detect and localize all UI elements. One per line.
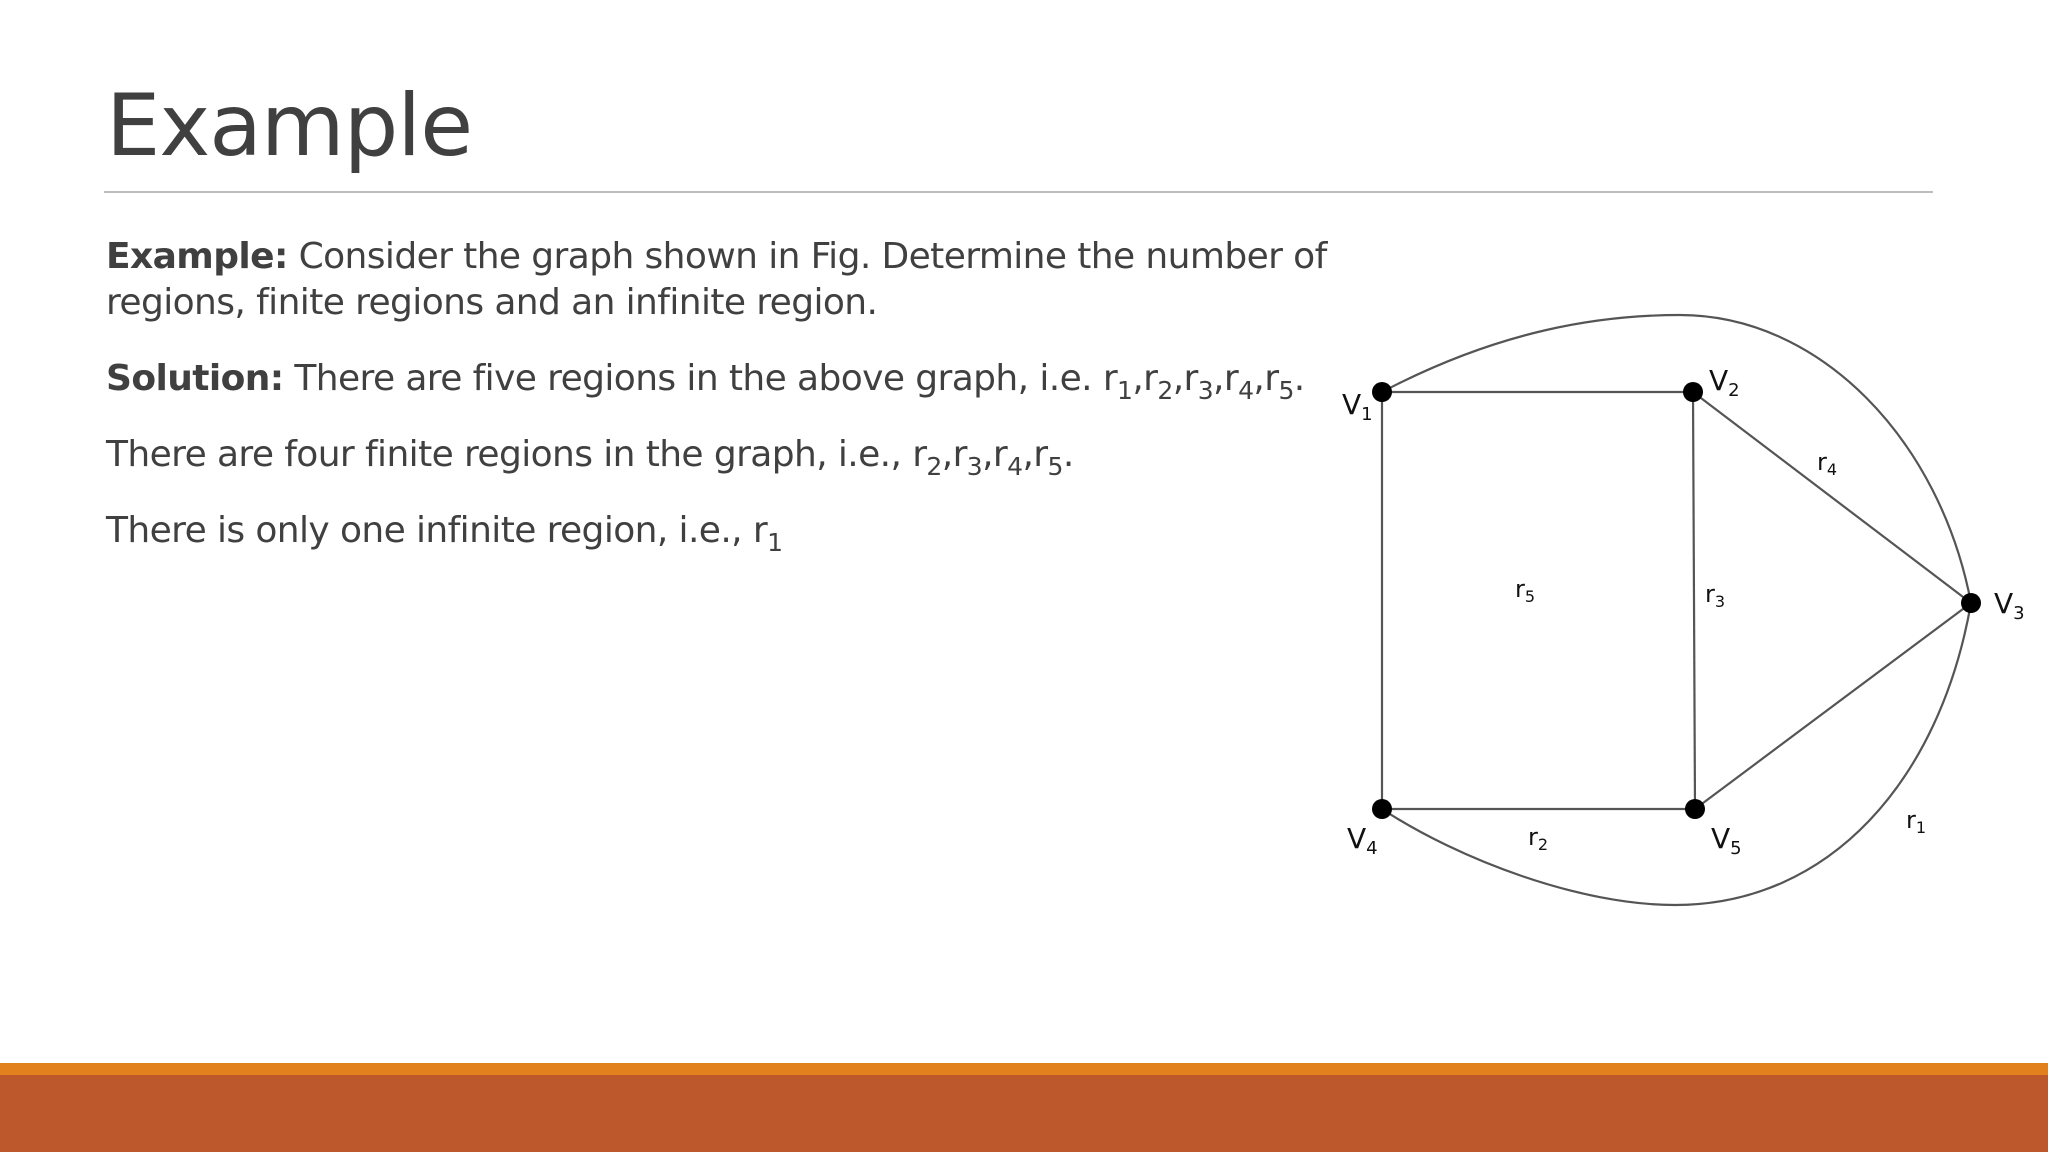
- example-paragraph: [106, 234, 1327, 326]
- infinite-text: There is only one infinite region, i.e.,: [106, 510, 753, 551]
- solution-label: Solution:: [106, 358, 284, 399]
- edge-v4-v3-arc: [1382, 603, 1971, 905]
- graph-vertices: [1372, 382, 1981, 819]
- infinite-region-list: $r_1$: [752, 510, 783, 557]
- vertex-v5-dot: [1685, 799, 1705, 819]
- vertex-v4-label: $V_4$: [1347, 822, 1378, 859]
- vertex-v3-dot: [1961, 593, 1981, 613]
- finite-regions-paragraph: [106, 432, 1306, 481]
- region-r2-label: $r_2$: [1528, 823, 1549, 854]
- example-text-line2: regions, finite regions and an infinite region.: [106, 282, 878, 323]
- infinite-region-paragraph: [106, 508, 1306, 557]
- slide-body: [106, 234, 1327, 557]
- vertex-v2-label: $V_2$: [1709, 364, 1740, 401]
- region-r1-label: $r_1$: [1906, 806, 1927, 837]
- vertex-v5-label: $V_5$: [1711, 822, 1742, 859]
- edge-v2-v5: [1693, 392, 1695, 809]
- planar-graph-figure: [1300, 280, 2040, 930]
- graph-edges: [1382, 315, 1971, 905]
- edge-v5-v3: [1695, 603, 1971, 809]
- title-divider: [104, 191, 1933, 193]
- edge-v1-v3-arc: [1382, 315, 1971, 603]
- solution-text: There are five regions in the above graph, i.e.: [283, 358, 1103, 399]
- region-r3-label: $r_3$: [1705, 580, 1726, 611]
- solution-paragraph: [106, 356, 1306, 405]
- vertex-v2-dot: [1683, 382, 1703, 402]
- edge-v2-v3: [1693, 392, 1971, 603]
- vertex-v4-dot: [1372, 799, 1392, 819]
- vertex-v1-label: $V_1$: [1342, 388, 1373, 425]
- example-label: Example:: [106, 236, 288, 277]
- region-r4-label: $r_4$: [1817, 448, 1838, 479]
- vertex-v3-label: $V_3$: [1994, 587, 2025, 624]
- slide-title: Example: [106, 76, 473, 176]
- finite-text: There are four finite regions in the graph, i.e.,: [106, 434, 913, 475]
- solution-region-list: $r_1,r_2,r_3,r_4,r_5$.: [1102, 358, 1305, 405]
- footer-band: [0, 1075, 2048, 1152]
- vertex-v1-dot: [1372, 382, 1392, 402]
- example-text-line1: Consider the graph shown in Fig. Determine the number of: [287, 236, 1327, 277]
- footer-accent-stripe: [0, 1063, 2048, 1075]
- region-r5-label: $r_5$: [1515, 575, 1536, 606]
- finite-region-list: $r_2,r_3,r_4,r_5$.: [912, 434, 1074, 481]
